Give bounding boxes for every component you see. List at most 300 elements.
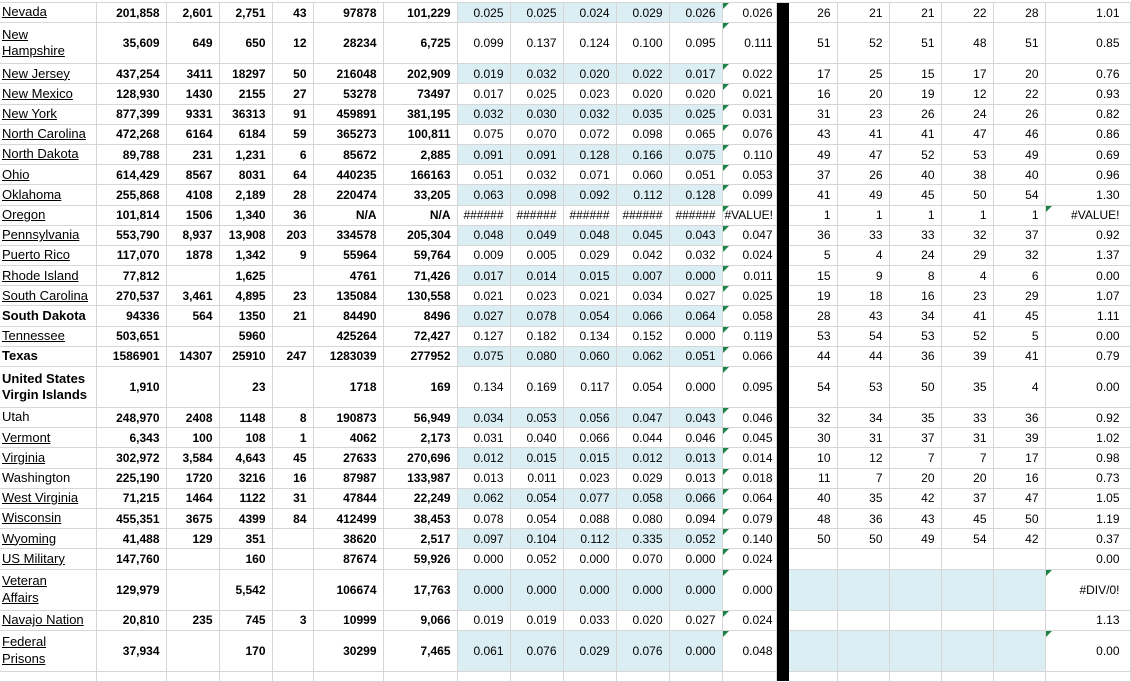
rank-cell[interactable]: 51 [789,23,837,64]
rate-cell[interactable]: 0.032 [457,104,510,124]
rank-cell[interactable]: 26 [789,3,837,23]
count-cell[interactable]: 235 [166,610,219,630]
count-cell[interactable]: 169 [383,367,457,408]
avg-cell error-flag-icon[interactable]: 0.024 [722,610,776,630]
count-cell[interactable]: 4108 [166,185,219,205]
empty-cell[interactable] [616,671,669,681]
count-cell[interactable]: 43 [272,3,313,23]
count-cell[interactable]: 5960 [219,326,272,346]
count-cell[interactable]: 129,979 [96,569,166,610]
rank-cell[interactable]: 37 [993,225,1045,245]
count-cell[interactable]: 614,429 [96,165,166,185]
rate-cell[interactable]: 0.034 [616,286,669,306]
empty-cell[interactable] [166,671,219,681]
avg-cell error-flag-icon[interactable]: 0.025 [722,286,776,306]
count-cell[interactable]: 100 [166,428,219,448]
rank-cell[interactable]: 20 [993,64,1045,84]
rank-cell[interactable] [789,630,837,671]
count-cell[interactable]: 130,558 [383,286,457,306]
rate-cell[interactable]: 0.137 [510,23,563,64]
state-cell[interactable] [0,306,96,326]
count-cell[interactable]: 425264 [313,326,383,346]
rank-cell[interactable]: 54 [837,326,889,346]
ratio-cell[interactable]: 0.82 [1045,104,1130,124]
count-cell[interactable]: 85672 [313,144,383,164]
state-cell[interactable] [0,408,96,428]
state-cell[interactable] [0,185,96,205]
avg-cell error-flag-icon[interactable]: 0.022 [722,64,776,84]
rank-cell[interactable]: 44 [837,346,889,366]
rate-cell[interactable]: 0.020 [616,610,669,630]
count-cell[interactable] [272,326,313,346]
rate-cell[interactable]: 0.054 [563,306,616,326]
rate-cell[interactable]: 0.335 [616,529,669,549]
rank-cell[interactable] [889,549,941,569]
rate-cell[interactable]: 0.021 [563,286,616,306]
rate-cell[interactable]: 0.015 [563,266,616,286]
avg-cell error-flag-icon[interactable]: 0.031 [722,104,776,124]
rate-cell[interactable]: 0.051 [669,165,722,185]
rate-cell[interactable]: 0.025 [669,104,722,124]
count-cell[interactable]: N/A [383,205,457,225]
rank-cell[interactable]: 37 [889,428,941,448]
state-cell[interactable] [0,468,96,488]
rate-cell[interactable]: 0.091 [457,144,510,164]
rank-cell[interactable]: 26 [889,104,941,124]
rank-cell[interactable]: 52 [889,144,941,164]
rate-cell[interactable]: 0.000 [563,549,616,569]
rate-cell[interactable]: 0.048 [563,225,616,245]
state-cell[interactable] [0,245,96,265]
rate-cell[interactable]: 0.112 [563,529,616,549]
rate-cell[interactable]: 0.009 [457,245,510,265]
empty-cell[interactable] [510,671,563,681]
rank-cell[interactable] [789,549,837,569]
avg-cell error-flag-icon[interactable]: 0.024 [722,245,776,265]
rank-cell[interactable]: 38 [941,165,993,185]
count-cell[interactable]: 203 [272,225,313,245]
rank-cell[interactable]: 51 [889,23,941,64]
count-cell[interactable]: 3216 [219,468,272,488]
count-cell[interactable]: 503,651 [96,326,166,346]
rank-cell[interactable]: 26 [993,104,1045,124]
rate-cell[interactable]: 0.053 [510,408,563,428]
count-cell[interactable]: 3675 [166,508,219,528]
rank-cell[interactable]: 49 [889,529,941,549]
count-cell[interactable]: 36313 [219,104,272,124]
rank-cell[interactable] [889,630,941,671]
state-cell[interactable] [0,569,96,610]
count-cell[interactable]: 100,811 [383,124,457,144]
count-cell[interactable]: 18297 [219,64,272,84]
rate-cell[interactable]: ###### [616,205,669,225]
count-cell[interactable]: 7,465 [383,630,457,671]
rank-cell[interactable] [889,569,941,610]
count-cell[interactable]: 216048 [313,64,383,84]
rate-cell[interactable]: 0.030 [510,104,563,124]
state-cell[interactable] [0,326,96,346]
avg-cell error-flag-icon[interactable]: 0.011 [722,266,776,286]
count-cell[interactable]: 14307 [166,346,219,366]
avg-cell error-flag-icon[interactable]: 0.014 [722,448,776,468]
ratio-cell[interactable]: 1.13 [1045,610,1130,630]
count-cell[interactable]: 37,934 [96,630,166,671]
count-cell[interactable]: 6164 [166,124,219,144]
rate-cell[interactable]: 0.013 [457,468,510,488]
rate-cell[interactable]: 0.011 [510,468,563,488]
count-cell[interactable] [272,549,313,569]
rank-cell[interactable]: 1 [993,205,1045,225]
rank-cell[interactable] [993,549,1045,569]
rank-cell[interactable]: 41 [941,306,993,326]
state-cell[interactable] [0,266,96,286]
rate-cell[interactable]: 0.061 [457,630,510,671]
count-cell[interactable]: 64 [272,165,313,185]
count-cell[interactable]: 12 [272,23,313,64]
avg-cell error-flag-icon[interactable]: 0.064 [722,488,776,508]
rank-cell[interactable]: 52 [941,326,993,346]
count-cell[interactable]: 9,066 [383,610,457,630]
rank-cell[interactable]: 40 [993,165,1045,185]
state-cell[interactable] [0,610,96,630]
count-cell[interactable]: 16 [272,468,313,488]
count-cell[interactable]: 1,231 [219,144,272,164]
avg-cell error-flag-icon[interactable]: 0.076 [722,124,776,144]
count-cell[interactable]: 9331 [166,104,219,124]
count-cell[interactable]: 248,970 [96,408,166,428]
rate-cell[interactable]: 0.025 [457,3,510,23]
count-cell[interactable]: 1148 [219,408,272,428]
count-cell[interactable]: 59 [272,124,313,144]
count-cell[interactable] [272,266,313,286]
rank-cell[interactable]: 24 [889,245,941,265]
rate-cell[interactable]: 0.013 [669,448,722,468]
count-cell[interactable]: 334578 [313,225,383,245]
avg-cell error-flag-icon[interactable]: 0.046 [722,408,776,428]
rank-cell[interactable]: 33 [837,225,889,245]
empty-cell[interactable] [993,671,1045,681]
rank-cell[interactable]: 49 [837,185,889,205]
rate-cell[interactable]: 0.032 [510,165,563,185]
rate-cell[interactable]: 0.012 [457,448,510,468]
rate-cell[interactable]: 0.100 [616,23,669,64]
count-cell[interactable]: 1506 [166,205,219,225]
rank-cell[interactable]: 35 [837,488,889,508]
count-cell[interactable]: 30299 [313,630,383,671]
count-cell[interactable]: 8 [272,408,313,428]
count-cell[interactable]: 31 [272,488,313,508]
rate-cell[interactable]: 0.047 [616,408,669,428]
rank-cell[interactable]: 12 [837,448,889,468]
count-cell[interactable]: 2408 [166,408,219,428]
ratio-cell[interactable]: 0.00 [1045,549,1130,569]
rate-cell[interactable]: 0.051 [669,346,722,366]
count-cell[interactable]: 101,229 [383,3,457,23]
rate-cell[interactable]: 0.017 [457,84,510,104]
rank-cell[interactable]: 40 [789,488,837,508]
rate-cell[interactable]: 0.128 [563,144,616,164]
rate-cell[interactable]: 0.095 [669,23,722,64]
rank-cell[interactable] [789,610,837,630]
rank-cell[interactable] [993,610,1045,630]
rank-cell[interactable] [993,630,1045,671]
empty-cell[interactable] [941,671,993,681]
rate-cell[interactable]: 0.099 [457,23,510,64]
rate-cell[interactable]: 0.048 [457,225,510,245]
count-cell[interactable]: 1718 [313,367,383,408]
rate-cell[interactable]: 0.063 [457,185,510,205]
avg-cell error-flag-icon[interactable]: 0.119 [722,326,776,346]
avg-cell error-flag-icon[interactable]: 0.053 [722,165,776,185]
count-cell[interactable]: 1,342 [219,245,272,265]
count-cell[interactable] [166,326,219,346]
rate-cell[interactable]: 0.182 [510,326,563,346]
state-cell[interactable] [0,529,96,549]
rate-cell[interactable]: 0.076 [616,630,669,671]
count-cell[interactable]: 247 [272,346,313,366]
rank-cell[interactable]: 49 [993,144,1045,164]
ratio-cell[interactable]: 0.96 [1045,165,1130,185]
rate-cell[interactable]: ###### [563,205,616,225]
rank-cell[interactable]: 8 [889,266,941,286]
ratio-cell[interactable]: 0.86 [1045,124,1130,144]
rate-cell[interactable]: 0.000 [457,549,510,569]
count-cell[interactable]: 205,304 [383,225,457,245]
rate-cell[interactable]: 0.051 [457,165,510,185]
count-cell[interactable]: N/A [313,205,383,225]
rate-cell[interactable]: 0.078 [510,306,563,326]
count-cell[interactable]: 91 [272,104,313,124]
rank-cell[interactable]: 44 [789,346,837,366]
rate-cell[interactable]: 0.052 [669,529,722,549]
rate-cell[interactable]: 0.097 [457,529,510,549]
count-cell[interactable] [166,569,219,610]
rate-cell[interactable]: 0.029 [616,468,669,488]
rate-cell[interactable]: 0.088 [563,508,616,528]
count-cell[interactable]: 10999 [313,610,383,630]
rate-cell[interactable]: 0.035 [616,104,669,124]
rate-cell[interactable]: 0.000 [669,569,722,610]
rank-cell[interactable]: 36 [993,408,1045,428]
rank-cell[interactable] [941,569,993,610]
rate-cell[interactable]: 0.017 [669,64,722,84]
state-cell[interactable] [0,488,96,508]
ratio-cell[interactable]: 1.07 [1045,286,1130,306]
count-cell[interactable]: 23 [272,286,313,306]
rate-cell[interactable]: 0.091 [510,144,563,164]
state-cell[interactable] [0,64,96,84]
rate-cell[interactable]: 0.000 [563,569,616,610]
rate-cell[interactable]: 0.092 [563,185,616,205]
count-cell[interactable]: 1283039 [313,346,383,366]
rank-cell[interactable]: 45 [941,508,993,528]
rate-cell[interactable]: 0.017 [457,266,510,286]
empty-cell[interactable] [722,671,776,681]
count-cell[interactable]: 6 [272,144,313,164]
count-cell[interactable]: 133,987 [383,468,457,488]
rank-cell[interactable]: 54 [789,367,837,408]
rank-cell[interactable]: 29 [993,286,1045,306]
rank-cell[interactable]: 15 [789,266,837,286]
ratio-cell[interactable]: 0.00 [1045,326,1130,346]
count-cell[interactable]: 190873 [313,408,383,428]
rate-cell[interactable]: 0.075 [669,144,722,164]
rate-cell[interactable]: 0.000 [669,549,722,569]
rank-cell[interactable]: 48 [789,508,837,528]
count-cell[interactable]: 1586901 [96,346,166,366]
rank-cell[interactable]: 4 [941,266,993,286]
rank-cell[interactable]: 50 [889,367,941,408]
rate-cell[interactable]: 0.064 [669,306,722,326]
count-cell[interactable]: 2,517 [383,529,457,549]
empty-cell[interactable] [457,671,510,681]
count-cell[interactable]: 4062 [313,428,383,448]
count-cell[interactable]: 135084 [313,286,383,306]
count-cell[interactable]: 2,885 [383,144,457,164]
rank-cell[interactable]: 19 [789,286,837,306]
rate-cell[interactable]: 0.000 [616,569,669,610]
ratio-cell[interactable]: 0.73 [1045,468,1130,488]
count-cell[interactable]: 440235 [313,165,383,185]
state-cell[interactable] [0,346,96,366]
rate-cell[interactable]: 0.023 [563,468,616,488]
rate-cell[interactable]: 0.070 [616,549,669,569]
empty-cell[interactable] [96,671,166,681]
rank-cell[interactable]: 20 [889,468,941,488]
rank-cell[interactable]: 51 [993,23,1045,64]
count-cell[interactable]: 8,937 [166,225,219,245]
state-cell[interactable] [0,23,96,64]
count-cell[interactable]: 45 [272,448,313,468]
ratio-cell[interactable]: 0.76 [1045,64,1130,84]
count-cell[interactable]: 4,643 [219,448,272,468]
count-cell[interactable] [272,529,313,549]
rank-cell[interactable]: 33 [889,225,941,245]
rank-cell[interactable]: 10 [789,448,837,468]
count-cell[interactable]: 649 [166,23,219,64]
rate-cell[interactable]: 0.033 [563,610,616,630]
rate-cell[interactable]: 0.027 [457,306,510,326]
count-cell[interactable]: 201,858 [96,3,166,23]
avg-cell error-flag-icon[interactable]: 0.058 [722,306,776,326]
rank-cell[interactable]: 50 [789,529,837,549]
rank-cell[interactable]: 42 [993,529,1045,549]
count-cell[interactable]: 4399 [219,508,272,528]
count-cell[interactable]: 28 [272,185,313,205]
rate-cell[interactable]: 0.046 [669,428,722,448]
rate-cell[interactable]: 0.075 [457,346,510,366]
count-cell[interactable]: 71,215 [96,488,166,508]
rate-cell[interactable]: 0.152 [616,326,669,346]
rate-cell[interactable]: 0.058 [616,488,669,508]
rank-cell[interactable]: 31 [941,428,993,448]
count-cell[interactable]: 9 [272,245,313,265]
count-cell[interactable]: 564 [166,306,219,326]
state-cell[interactable] [0,286,96,306]
rank-cell[interactable]: 35 [941,367,993,408]
rate-cell[interactable]: 0.032 [563,104,616,124]
rate-cell[interactable]: 0.043 [669,225,722,245]
count-cell[interactable]: 1720 [166,468,219,488]
ratio-cell error-flag-icon[interactable]: #VALUE! [1045,205,1130,225]
ratio-cell[interactable]: 1.30 [1045,185,1130,205]
rank-cell[interactable] [837,610,889,630]
count-cell[interactable]: 87674 [313,549,383,569]
count-cell[interactable]: 73497 [383,84,457,104]
count-cell[interactable] [166,549,219,569]
avg-cell error-flag-icon[interactable]: 0.045 [722,428,776,448]
state-cell[interactable] [0,124,96,144]
rank-cell[interactable]: 52 [837,23,889,64]
rank-cell[interactable]: 45 [993,306,1045,326]
rank-cell[interactable]: 41 [837,124,889,144]
rank-cell[interactable]: 35 [889,408,941,428]
rank-cell[interactable]: 17 [941,64,993,84]
rate-cell[interactable]: 0.070 [510,124,563,144]
count-cell[interactable]: 36 [272,205,313,225]
count-cell[interactable]: 101,814 [96,205,166,225]
count-cell[interactable]: 365273 [313,124,383,144]
rank-cell[interactable] [837,569,889,610]
rate-cell[interactable]: 0.049 [510,225,563,245]
empty-cell[interactable] [889,671,941,681]
rank-cell[interactable]: 47 [837,144,889,164]
count-cell[interactable]: 108 [219,428,272,448]
rate-cell[interactable]: 0.169 [510,367,563,408]
state-cell[interactable] [0,428,96,448]
state-cell[interactable] [0,630,96,671]
rate-cell[interactable]: 0.098 [616,124,669,144]
rate-cell[interactable]: 0.029 [563,630,616,671]
count-cell[interactable]: 55964 [313,245,383,265]
ratio-cell[interactable]: 1.37 [1045,245,1130,265]
count-cell[interactable]: 8496 [383,306,457,326]
ratio-cell[interactable]: 0.98 [1045,448,1130,468]
rate-cell[interactable]: 0.054 [510,508,563,528]
avg-cell error-flag-icon[interactable]: 0.095 [722,367,776,408]
avg-cell error-flag-icon[interactable]: 0.026 [722,3,776,23]
rank-cell[interactable]: 34 [889,306,941,326]
rate-cell[interactable]: 0.080 [510,346,563,366]
count-cell[interactable]: 23 [219,367,272,408]
count-cell[interactable]: 77,812 [96,266,166,286]
count-cell[interactable]: 53278 [313,84,383,104]
rank-cell[interactable] [837,549,889,569]
rank-cell[interactable]: 25 [837,64,889,84]
count-cell[interactable] [272,569,313,610]
count-cell[interactable]: 27 [272,84,313,104]
rank-cell[interactable]: 32 [941,225,993,245]
rank-cell[interactable]: 41 [789,185,837,205]
rate-cell[interactable]: 0.019 [510,610,563,630]
count-cell[interactable]: 231 [166,144,219,164]
empty-cell[interactable] [0,671,96,681]
state-cell[interactable] [0,104,96,124]
count-cell[interactable]: 106674 [313,569,383,610]
rank-cell[interactable]: 11 [789,468,837,488]
count-cell[interactable] [166,266,219,286]
count-cell[interactable]: 28234 [313,23,383,64]
count-cell[interactable]: 1,910 [96,367,166,408]
empty-cell[interactable] [272,671,313,681]
ratio-cell[interactable]: 0.00 [1045,367,1130,408]
rate-cell[interactable]: 0.066 [616,306,669,326]
count-cell[interactable]: 5,542 [219,569,272,610]
rank-cell[interactable] [993,569,1045,610]
rank-cell[interactable]: 48 [941,23,993,64]
count-cell[interactable]: 87987 [313,468,383,488]
rank-cell[interactable]: 1 [789,205,837,225]
